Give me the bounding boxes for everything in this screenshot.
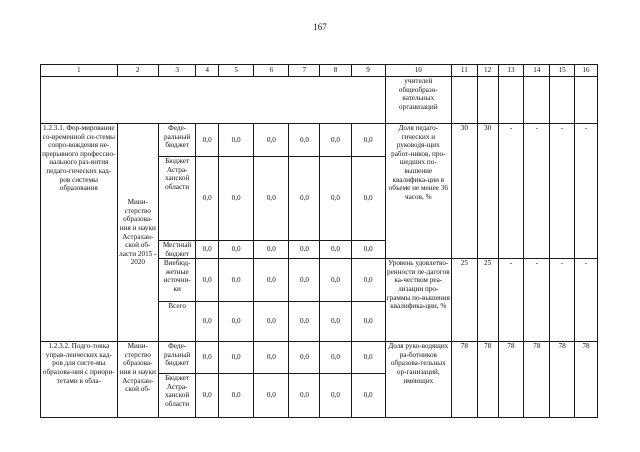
target-cell: 25	[451, 259, 477, 342]
value-cell: 0,0	[320, 374, 351, 418]
value-cell: 0,0	[351, 342, 385, 374]
value-cell: 0,0	[320, 157, 351, 241]
value-cell: 0,0	[219, 259, 254, 302]
value-cell: 0,0	[254, 124, 289, 157]
indicator-text: Доля руко-водящих ра-ботников образова-тельных ор-ганизаций, имеющих	[385, 342, 451, 418]
target-cell	[524, 77, 550, 124]
value-cell: 0,0	[219, 374, 254, 418]
value-cell: 0,0	[254, 342, 289, 374]
target-cell: -	[524, 124, 550, 259]
target-cell: -	[498, 259, 524, 342]
value-cell: 0,0	[320, 124, 351, 157]
column-number: 11	[451, 65, 477, 77]
funding-source: Бюджет Астра-ханской области	[159, 374, 196, 418]
column-number: 10	[385, 65, 451, 77]
column-number: 15	[550, 65, 575, 77]
value-cell: 0,0	[351, 241, 385, 259]
column-number: 14	[524, 65, 550, 77]
column-number: 3	[159, 65, 196, 77]
funding-row	[41, 342, 598, 374]
value-cell: 0,0	[196, 342, 219, 374]
continuation-row	[41, 77, 598, 124]
column-number: 16	[575, 65, 598, 77]
executor-cell: Мини-стерство образова-ния и науки Астрахан-ской об-ласти 2015 - 2020	[117, 124, 158, 342]
funding-source: Бюджет Астра-ханской области	[159, 157, 196, 241]
value-cell: 0,0	[254, 302, 289, 342]
value-cell: 0,0	[219, 124, 254, 157]
target-cell: 78	[524, 342, 550, 418]
target-cell: -	[524, 259, 550, 342]
value-cell: 0,0	[289, 374, 320, 418]
value-cell: 0,0	[320, 241, 351, 259]
column-number: 8	[320, 65, 351, 77]
value-cell: 0,0	[254, 259, 289, 302]
target-cell	[477, 77, 498, 124]
value-cell: 0,0	[254, 374, 289, 418]
target-cell: 78	[550, 342, 575, 418]
column-number: 7	[289, 65, 320, 77]
value-cell: 0,0	[289, 259, 320, 302]
column-number: 4	[196, 65, 219, 77]
executor-cell: Мини-стерство образова-ния и науки Астрахан-ской об-	[117, 342, 158, 418]
page-number: 167	[313, 22, 327, 32]
column-number: 1	[41, 65, 118, 77]
value-cell: 0,0	[351, 259, 385, 302]
value-cell: 0,0	[219, 157, 254, 241]
value-cell: 0,0	[196, 241, 219, 259]
target-cell: -	[575, 124, 598, 259]
funding-source: Феде-ральный бюджет	[159, 124, 196, 157]
target-cell: -	[575, 259, 598, 342]
value-cell: 0,0	[196, 124, 219, 157]
target-cell: -	[550, 124, 575, 259]
value-cell: 0,0	[219, 342, 254, 374]
indicator-text: Доля педаго-гических и руководя-щих работ-ников, про-шедших по-вышение квалифика-ции в объеме не менее 36 часов, %	[385, 124, 451, 259]
value-cell: 0,0	[351, 157, 385, 241]
value-cell: 0,0	[351, 302, 385, 342]
program-measures-table	[40, 64, 598, 418]
value-cell: 0,0	[196, 259, 219, 302]
target-cell: 30	[477, 124, 498, 259]
value-cell: 0,0	[320, 302, 351, 342]
value-cell: 0,0	[351, 374, 385, 418]
value-cell: 0,0	[196, 157, 219, 241]
target-cell: 25	[477, 259, 498, 342]
value-cell: 0,0	[254, 157, 289, 241]
value-cell: 0,0	[289, 124, 320, 157]
column-number: 9	[351, 65, 385, 77]
value-cell: 0,0	[196, 302, 219, 342]
target-cell: -	[550, 259, 575, 342]
target-cell	[550, 77, 575, 124]
target-cell: 78	[498, 342, 524, 418]
continuation-blank	[41, 77, 386, 124]
measure-name: 1.2.3.2. Подго-товка управ-ленческих кад-ров для систе-мы образова-ния с приори-тетами в обла-	[41, 342, 118, 418]
value-cell: 0,0	[289, 302, 320, 342]
target-cell: -	[498, 124, 524, 259]
value-cell: 0,0	[289, 157, 320, 241]
indicator-text: учителей общеобразо-вательных организаций	[385, 77, 451, 124]
funding-row	[41, 124, 598, 157]
value-cell: 0,0	[351, 124, 385, 157]
value-cell: 0,0	[219, 241, 254, 259]
target-cell: 78	[477, 342, 498, 418]
column-number-row	[41, 65, 598, 77]
value-cell: 0,0	[219, 302, 254, 342]
value-cell: 0,0	[289, 342, 320, 374]
value-cell: 0,0	[289, 241, 320, 259]
target-cell: 78	[575, 342, 598, 418]
column-number: 5	[219, 65, 254, 77]
column-number: 12	[477, 65, 498, 77]
target-cell	[498, 77, 524, 124]
value-cell: 0,0	[320, 259, 351, 302]
funding-source: Местный бюджет	[159, 241, 196, 259]
target-cell: 30	[451, 124, 477, 259]
funding-source: Внебюд-жетные источни-ки	[159, 259, 196, 302]
target-cell	[451, 77, 477, 124]
target-cell	[575, 77, 598, 124]
value-cell: 0,0	[196, 374, 219, 418]
indicator-text: Уровень удовлетво-ренности пе-дагогов ка-чеством реа-лизации про-граммы по-вышения квалифика-ции, %	[385, 259, 451, 342]
column-number: 2	[117, 65, 158, 77]
funding-source: Всего	[159, 302, 196, 342]
funding-source: Феде-ральный бюджет	[159, 342, 196, 374]
measure-name: 1.2.3.1. Фор-мирование со-временной си-стемы сопро-вождения не-прерывного профессио-нального раз-вития педаго-гических кад-ров системы образования	[41, 124, 118, 342]
target-cell: 78	[451, 342, 477, 418]
value-cell: 0,0	[254, 241, 289, 259]
column-number: 13	[498, 65, 524, 77]
column-number: 6	[254, 65, 289, 77]
value-cell: 0,0	[320, 342, 351, 374]
